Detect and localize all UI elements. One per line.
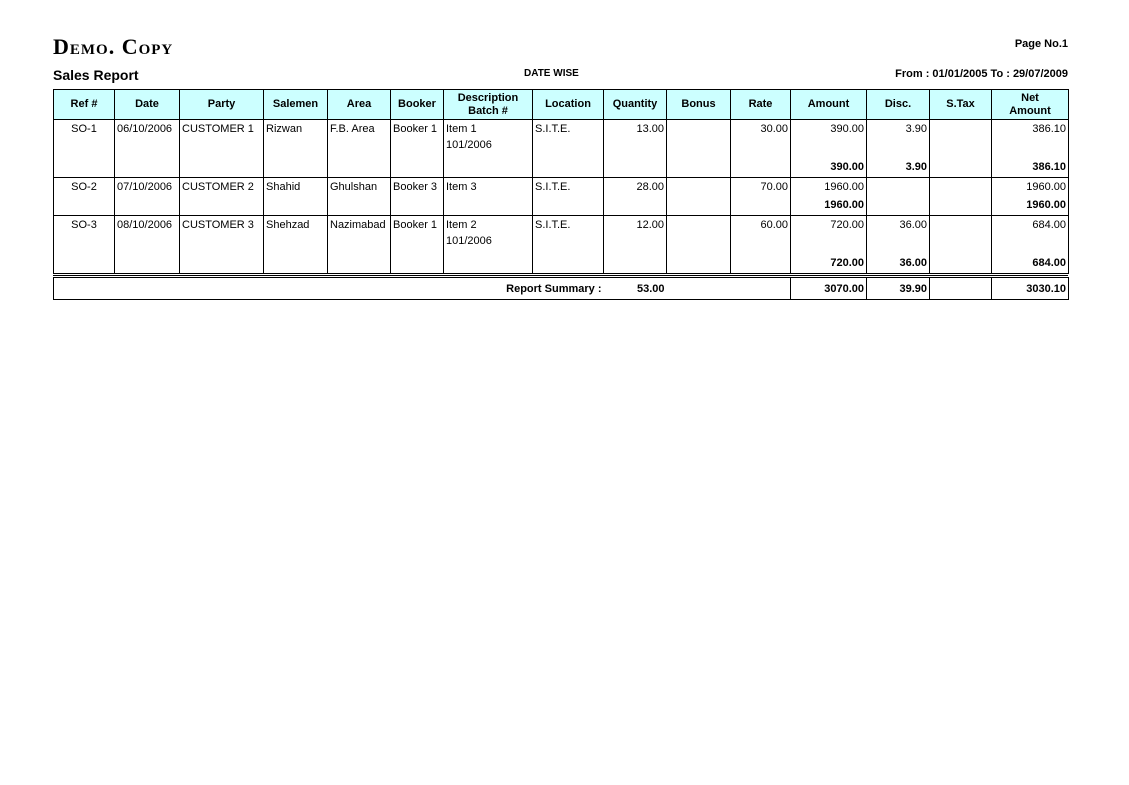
report-watermark-title: Demo. Copy: [53, 34, 174, 59]
column-header: Net Amount: [992, 90, 1069, 120]
cell-area: F.B. Area: [328, 120, 391, 154]
subtotal-net: 386.10: [992, 153, 1069, 178]
subtotal-amount: 720.00: [791, 249, 867, 274]
subtotal-disc: [867, 195, 930, 216]
cell-location: S.I.T.E.: [533, 120, 604, 154]
cell-location: S.I.T.E.: [533, 178, 604, 196]
subtotal-amount: 390.00: [791, 153, 867, 178]
summary-amount: 3070.00: [791, 278, 867, 300]
cell-date: 08/10/2006: [115, 216, 180, 250]
column-header: Description Batch #: [444, 90, 533, 120]
cell-net: 1960.00: [992, 178, 1069, 196]
cell-quantity: 13.00: [604, 120, 667, 154]
summary-disc: 39.90: [867, 278, 930, 300]
cell-area: Nazimabad: [328, 216, 391, 250]
cell-net: 386.10: [992, 120, 1069, 154]
cell-bonus: [667, 216, 731, 250]
cell-net: 684.00: [992, 216, 1069, 250]
item-description: Item 1: [446, 123, 477, 135]
cell-booker: Booker 3: [391, 178, 444, 196]
cell-rate: 30.00: [731, 120, 791, 154]
cell-disc: [867, 178, 930, 196]
subtotal-net: 1960.00: [992, 195, 1069, 216]
cell-description: [444, 178, 533, 196]
cell-area: Ghulshan: [328, 178, 391, 196]
cell-date: 06/10/2006: [115, 120, 180, 154]
batch-number: 101/2006: [446, 235, 492, 247]
cell-date: 07/10/2006: [115, 178, 180, 196]
cell-ref: SO-2: [54, 178, 115, 196]
cell-rate: 70.00: [731, 178, 791, 196]
cell-amount: 390.00: [791, 120, 867, 154]
column-header: Booker: [391, 90, 444, 120]
cell-bonus: [667, 120, 731, 154]
cell-party: CUSTOMER 3: [180, 216, 264, 250]
column-header: Salemen: [264, 90, 328, 120]
cell-ref: SO-3: [54, 216, 115, 250]
cell-amount: 720.00: [791, 216, 867, 250]
cell-stax: [930, 120, 992, 154]
report-mode: DATE WISE: [524, 68, 579, 79]
cell-description: [444, 216, 533, 250]
table-header-row: [54, 90, 1069, 120]
subtotal-row: [54, 249, 1069, 274]
summary-net: 3030.10: [992, 278, 1069, 300]
item-description: Item 2: [446, 219, 477, 231]
column-header: Party: [180, 90, 264, 120]
cell-salesman: Shehzad: [264, 216, 328, 250]
table-row: [54, 216, 1069, 250]
cell-booker: Booker 1: [391, 216, 444, 250]
table-row: [54, 178, 1069, 196]
cell-party: CUSTOMER 2: [180, 178, 264, 196]
summary-label: Report Summary :: [54, 278, 604, 300]
cell-salesman: Rizwan: [264, 120, 328, 154]
cell-amount: 1960.00: [791, 178, 867, 196]
subtotal-row: [54, 195, 1069, 216]
subtotal-row: [54, 153, 1069, 178]
subtotal-disc: 3.90: [867, 153, 930, 178]
table-row: [54, 120, 1069, 154]
cell-stax: [930, 178, 992, 196]
column-header: Date: [115, 90, 180, 120]
cell-quantity: 12.00: [604, 216, 667, 250]
subtotal-amount: 1960.00: [791, 195, 867, 216]
summary-stax: [930, 278, 992, 300]
subtotal-net: 684.00: [992, 249, 1069, 274]
summary-divider: [53, 275, 1068, 276]
cell-disc: 3.90: [867, 120, 930, 154]
column-header: Area: [328, 90, 391, 120]
column-header: Ref #: [54, 90, 115, 120]
subtotal-disc: 36.00: [867, 249, 930, 274]
column-header: Quantity: [604, 90, 667, 120]
cell-quantity: 28.00: [604, 178, 667, 196]
column-header: S.Tax: [930, 90, 992, 120]
report-name: Sales Report: [53, 67, 139, 83]
item-description: Item 3: [446, 181, 477, 193]
batch-number: 101/2006: [446, 139, 492, 151]
column-header: Rate: [731, 90, 791, 120]
sales-report-table: [53, 89, 1069, 274]
cell-disc: 36.00: [867, 216, 930, 250]
cell-salesman: Shahid: [264, 178, 328, 196]
column-header: Bonus: [667, 90, 731, 120]
cell-ref: SO-1: [54, 120, 115, 154]
cell-bonus: [667, 178, 731, 196]
date-range: From : 01/01/2005 To : 29/07/2009: [895, 68, 1068, 80]
cell-location: S.I.T.E.: [533, 216, 604, 250]
column-header: Location: [533, 90, 604, 120]
report-summary: [53, 277, 1069, 300]
cell-description: [444, 120, 533, 154]
column-header: Disc.: [867, 90, 930, 120]
cell-rate: 60.00: [731, 216, 791, 250]
page-number: Page No.1: [1014, 38, 1068, 50]
column-header: Amount: [791, 90, 867, 120]
cell-stax: [930, 216, 992, 250]
cell-booker: Booker 1: [391, 120, 444, 154]
cell-party: CUSTOMER 1: [180, 120, 264, 154]
summary-quantity: 53.00: [604, 278, 667, 300]
